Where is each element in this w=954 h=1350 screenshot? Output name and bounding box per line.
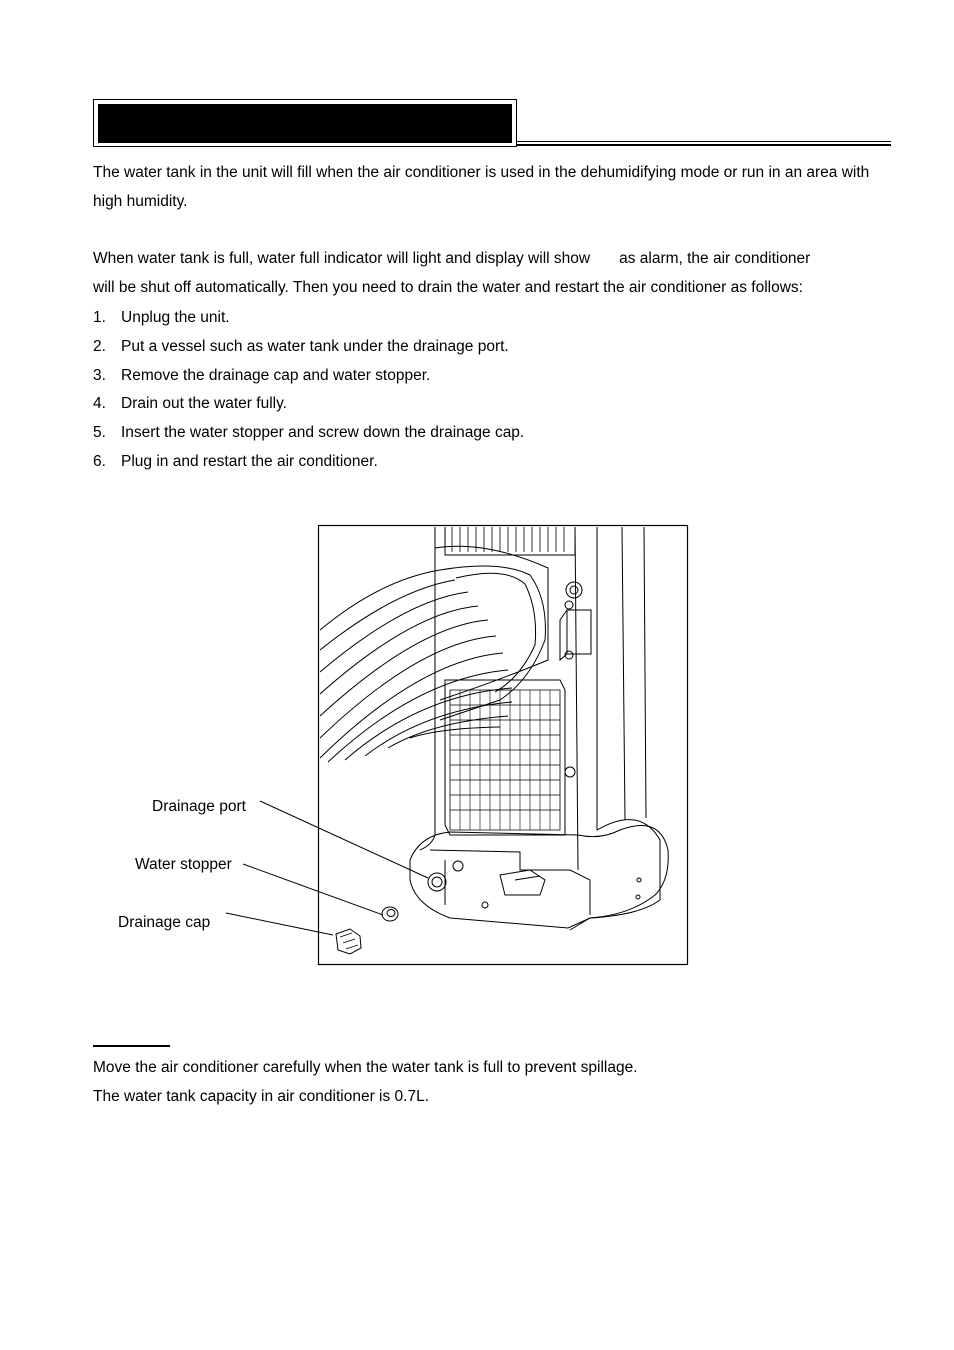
top-grille <box>445 527 575 555</box>
leader-drainage-port <box>260 801 428 878</box>
figure-frame <box>319 526 688 965</box>
step-number: 5. <box>93 424 106 441</box>
step-text: Unplug the unit. <box>121 309 230 326</box>
drainage-port-icon <box>428 873 446 891</box>
label-drainage-port: Drainage port <box>152 798 246 815</box>
note-rule <box>93 1045 170 1047</box>
unit-body <box>570 527 660 930</box>
lower-grille <box>445 680 565 835</box>
intro-paragraph: The water tank in the unit will fill when the air conditioner is used in the dehumidifying mode or run in an area with high humidity. <box>93 164 870 210</box>
note-line: Move the air conditioner carefully when the water tank is full to prevent spillage. <box>93 1059 638 1076</box>
step-text: Remove the drainage cap and water stopper. <box>121 367 431 384</box>
alarm-line-2: will be shut off automatically. Then you need to drain the water and restart the air conditioner as follows: <box>93 279 803 296</box>
step-text: Put a vessel such as water tank under the drainage port. <box>121 338 509 355</box>
label-water-stopper: Water stopper <box>135 856 232 873</box>
step-text: Insert the water stopper and screw down the drainage cap. <box>121 424 525 441</box>
alarm-text-before: When water tank is full, water full indicator will light and display will show <box>93 250 591 267</box>
alarm-text-after: as alarm, the air conditioner <box>619 250 811 267</box>
step-text: Plug in and restart the air conditioner. <box>121 453 378 470</box>
port-icon <box>566 582 582 598</box>
label-drainage-cap: Drainage cap <box>118 914 211 931</box>
leader-water-stopper <box>243 864 383 915</box>
hose-collar <box>435 546 548 700</box>
exhaust-hose <box>320 566 545 762</box>
leader-drainage-cap <box>226 913 333 935</box>
step-number: 1. <box>93 309 106 326</box>
step-number: 4. <box>93 395 106 412</box>
step-number: 2. <box>93 338 106 355</box>
step-number: 6. <box>93 453 106 470</box>
step-number: 3. <box>93 367 106 384</box>
step-text: Drain out the water fully. <box>121 395 287 412</box>
note-line: The water tank capacity in air conditioner is 0.7L. <box>93 1088 430 1105</box>
